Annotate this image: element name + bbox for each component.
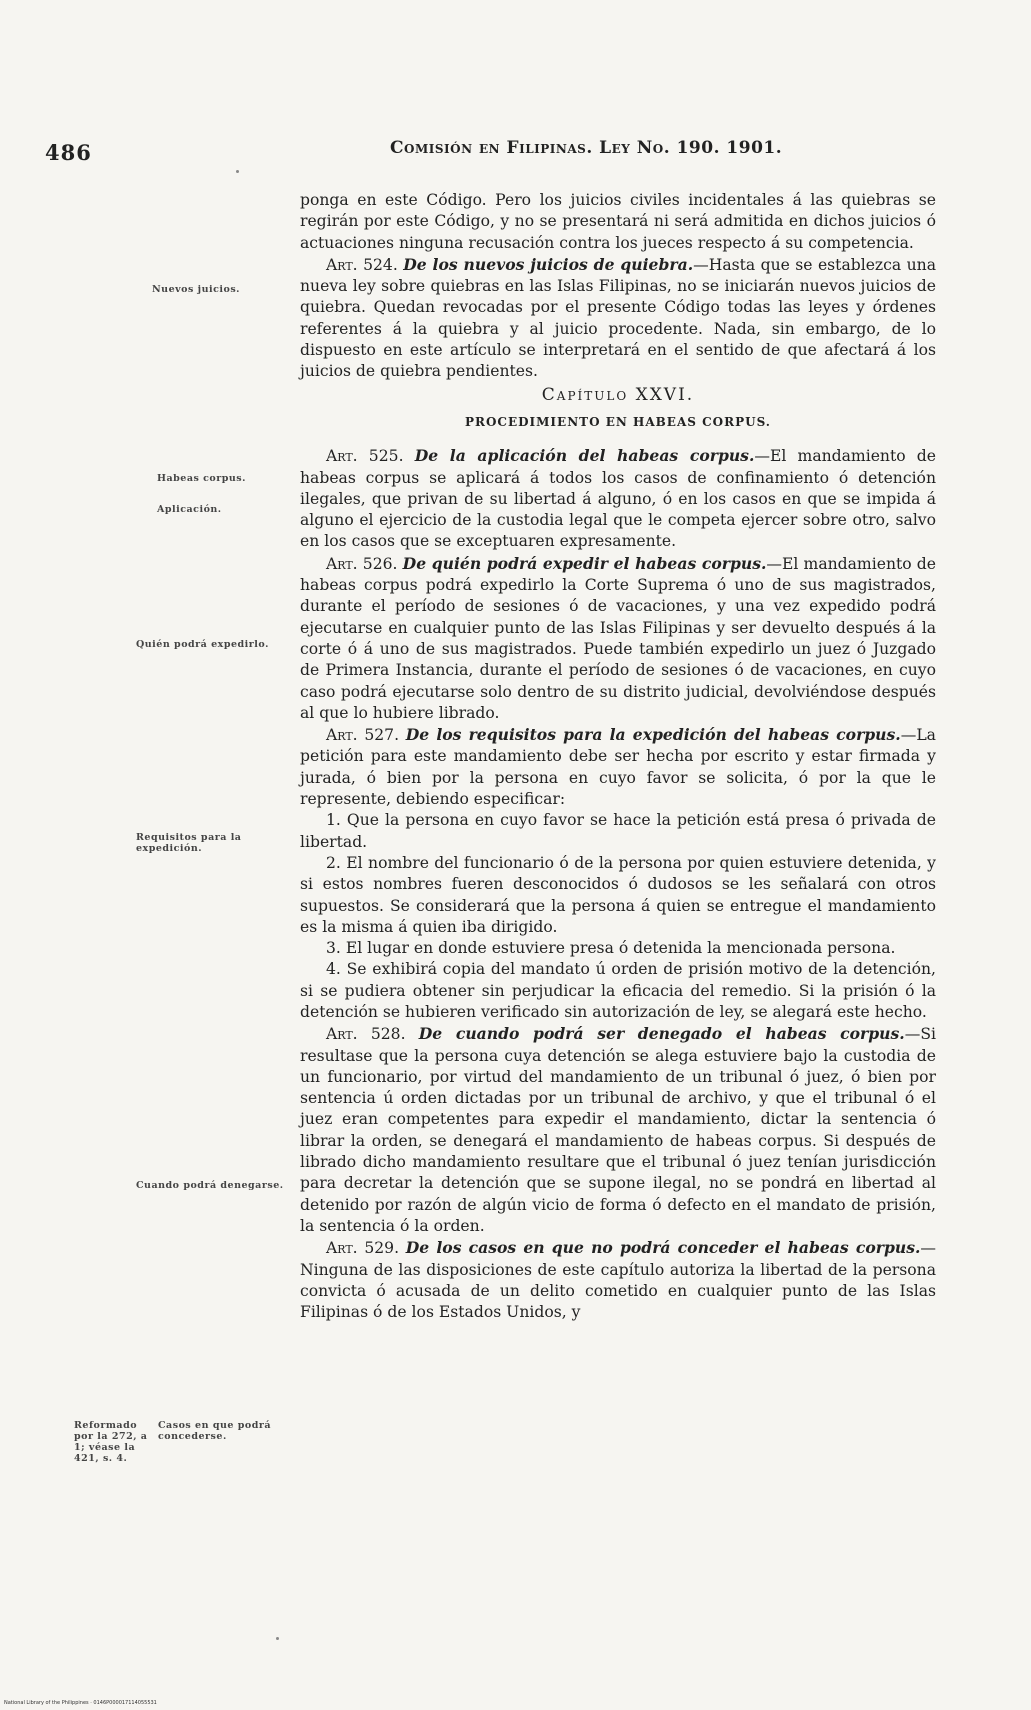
article-number: Art. 527. bbox=[326, 726, 400, 745]
side-note-aplicacion: Aplicación. bbox=[157, 504, 222, 515]
article-527 bbox=[300, 724, 936, 810]
article-524 bbox=[300, 254, 936, 383]
article-title: De cuando podrá ser denegado el habeas corpus. bbox=[418, 1024, 905, 1044]
article-number: Art. 525. bbox=[326, 447, 404, 466]
scan-speck bbox=[276, 1637, 279, 1640]
article-title: De la aplicación del habeas corpus. bbox=[414, 446, 755, 466]
scan-speck bbox=[236, 170, 239, 173]
chapter-heading: Capítulo XXVI. bbox=[541, 384, 695, 405]
side-note-quien-podra: Quién podrá expedirlo. bbox=[136, 639, 269, 650]
article-text: —Si resultase que la persona cuya detención se alega estuviere bajo la custodia de un funcionario, por virtud del mandamiento de un tribunal ó juez, ó bien por sentencia ú orden dictadas por un tribunal de archivo, y que el tribunal ó el juez eran competentes para expedir el mandamiento, dictar la sentencia ó librar la orden, se denegará el mandamiento de habeas corpus. Si después de librado dicho mandamiento resultare que el tribunal ó juez tenían jurisdicción para decretar la detención que se supone ilegal, no se pondrá en libertad al detenido por razón de algún vicio de forma ó defecto en el mandato de prisión, la sentencia ó la orden. bbox=[300, 1025, 936, 1235]
running-title: Comisión en Filipinas. Ley No. 190. 1901. bbox=[390, 138, 783, 158]
side-note-casos: Casos en que podrá concederse. bbox=[158, 1420, 271, 1442]
side-note-nuevos-juicios: Nuevos juicios. bbox=[152, 284, 240, 295]
article-text: —El mandamiento de habeas corpus se aplicará á todos los casos de confinamiento ó detención ilegales, que privan de su libertad á alguno, ó en los casos en que se impida á alguno el ejercicio de la custodia legal que le competa ejercer sobre otro, salvo en los casos que se exceptuaren expresamente. bbox=[300, 447, 937, 551]
article-525 bbox=[300, 445, 936, 552]
article-526 bbox=[300, 553, 936, 724]
article-title: De los nuevos juicios de quiebra. bbox=[403, 254, 694, 274]
article-number: Art. 524. bbox=[326, 255, 398, 274]
chapter-title: PROCEDIMIENTO EN HABEAS CORPUS. bbox=[464, 414, 771, 429]
side-note-habeas-corpus: Habeas corpus. bbox=[157, 473, 246, 484]
article-number: Art. 529. bbox=[326, 1239, 400, 1258]
list-item: 3. El lugar en donde estuviere presa ó detenida la mencionada persona. bbox=[326, 939, 896, 958]
list-item: 1. Que la persona en cuyo favor se hace la petición está presa ó privada de libertad. bbox=[300, 811, 936, 851]
article-number: Art. 526. bbox=[326, 554, 398, 573]
list-item: 2. El nombre del funcionario ó de la persona por quien estuviere detenida, y si estos nombres fueren desconocidos ó dudosos se les señalará con otros supuestos. Se considerará que la persona á quien se entregue el mandamiento es la misma á quien iba dirigido. bbox=[300, 853, 936, 936]
article-text: —La petición para este mandamiento debe ser hecha por escrito y estar firmada y jurada, ó bien por la persona en cuyo favor se solicita, ó por la que le represente, debiendo especificar: bbox=[300, 726, 936, 809]
article-title: De los requisitos para la expedición del habeas corpus. bbox=[405, 725, 901, 745]
paragraph: ponga en este Código. Pero los juicios civiles incidentales á las quiebras se regirán por este Código, y no se presentará ni será admitida en dichos juicios ó actuaciones ninguna recusación contra los jueces respecto á su competencia. bbox=[300, 191, 936, 252]
article-title: De quién podrá expedir el habeas corpus. bbox=[402, 553, 767, 573]
article-number: Art. 528. bbox=[326, 1025, 406, 1044]
scan-credit: National Library of the Philippines · 0146P000017114055531 bbox=[4, 1700, 157, 1706]
article-text: —Ninguna de las disposiciones de este capítulo autoriza la libertad de la persona convicta ó acusada de un delito cometido en cualquier punto de las Islas Filipinas ó de los Estados Unidos, y bbox=[300, 1239, 937, 1322]
article-text: —Hasta que se establezca una nueva ley sobre quiebras en las Islas Filipinas, no se iniciarán nuevos juicios de quiebra. Quedan revocadas por el presente Código todas las leyes y órdenes referentes á la quiebra y al juicio procedente. Nada, sin embargo, de lo dispuesto en este artículo se interpretará en el sentido de que afectará á los juicios de quiebra pendientes. bbox=[300, 255, 936, 381]
list-item: 4. Se exhibirá copia del mandato ú orden de prisión motivo de la detención, si se pudiera obtener sin perjudicar la eficacia del remedio. Si la prisión ó la detención se hubieren verificado sin autorización de ley, se alegará este hecho. bbox=[300, 960, 936, 1021]
article-529 bbox=[300, 1237, 936, 1323]
article-528 bbox=[300, 1023, 936, 1237]
article-title: De los casos en que no podrá conceder el habeas corpus. bbox=[405, 1238, 921, 1258]
page-number: 486 bbox=[45, 140, 92, 165]
article-text: —El mandamiento de habeas corpus podrá expedirlo la Corte Suprema ó uno de sus magistrados, durante el período de sesiones ó de vacaciones, y una vez expedido podrá ejecutarse en cualquier punto de las Islas Filipinas y ser devuelto después á la corte ó á uno de sus magistrados. Puede también expedirlo un juez ó Juzgado de Primera Instancia, durante el período de sesiones ó de vacaciones, en cuyo caso podrá ejecutarse solo dentro de su distrito judicial, devolviéndose después al que lo hubiere librado. bbox=[300, 554, 936, 722]
body-text bbox=[300, 190, 936, 1323]
side-note-reforma: Reformado por la 272, a 1; véase la 421, s. 4. bbox=[74, 1420, 148, 1464]
side-note-requisitos: Requisitos para la expedición. bbox=[136, 832, 242, 854]
side-note-cuando-denegarse: Cuando podrá denegarse. bbox=[136, 1180, 284, 1191]
